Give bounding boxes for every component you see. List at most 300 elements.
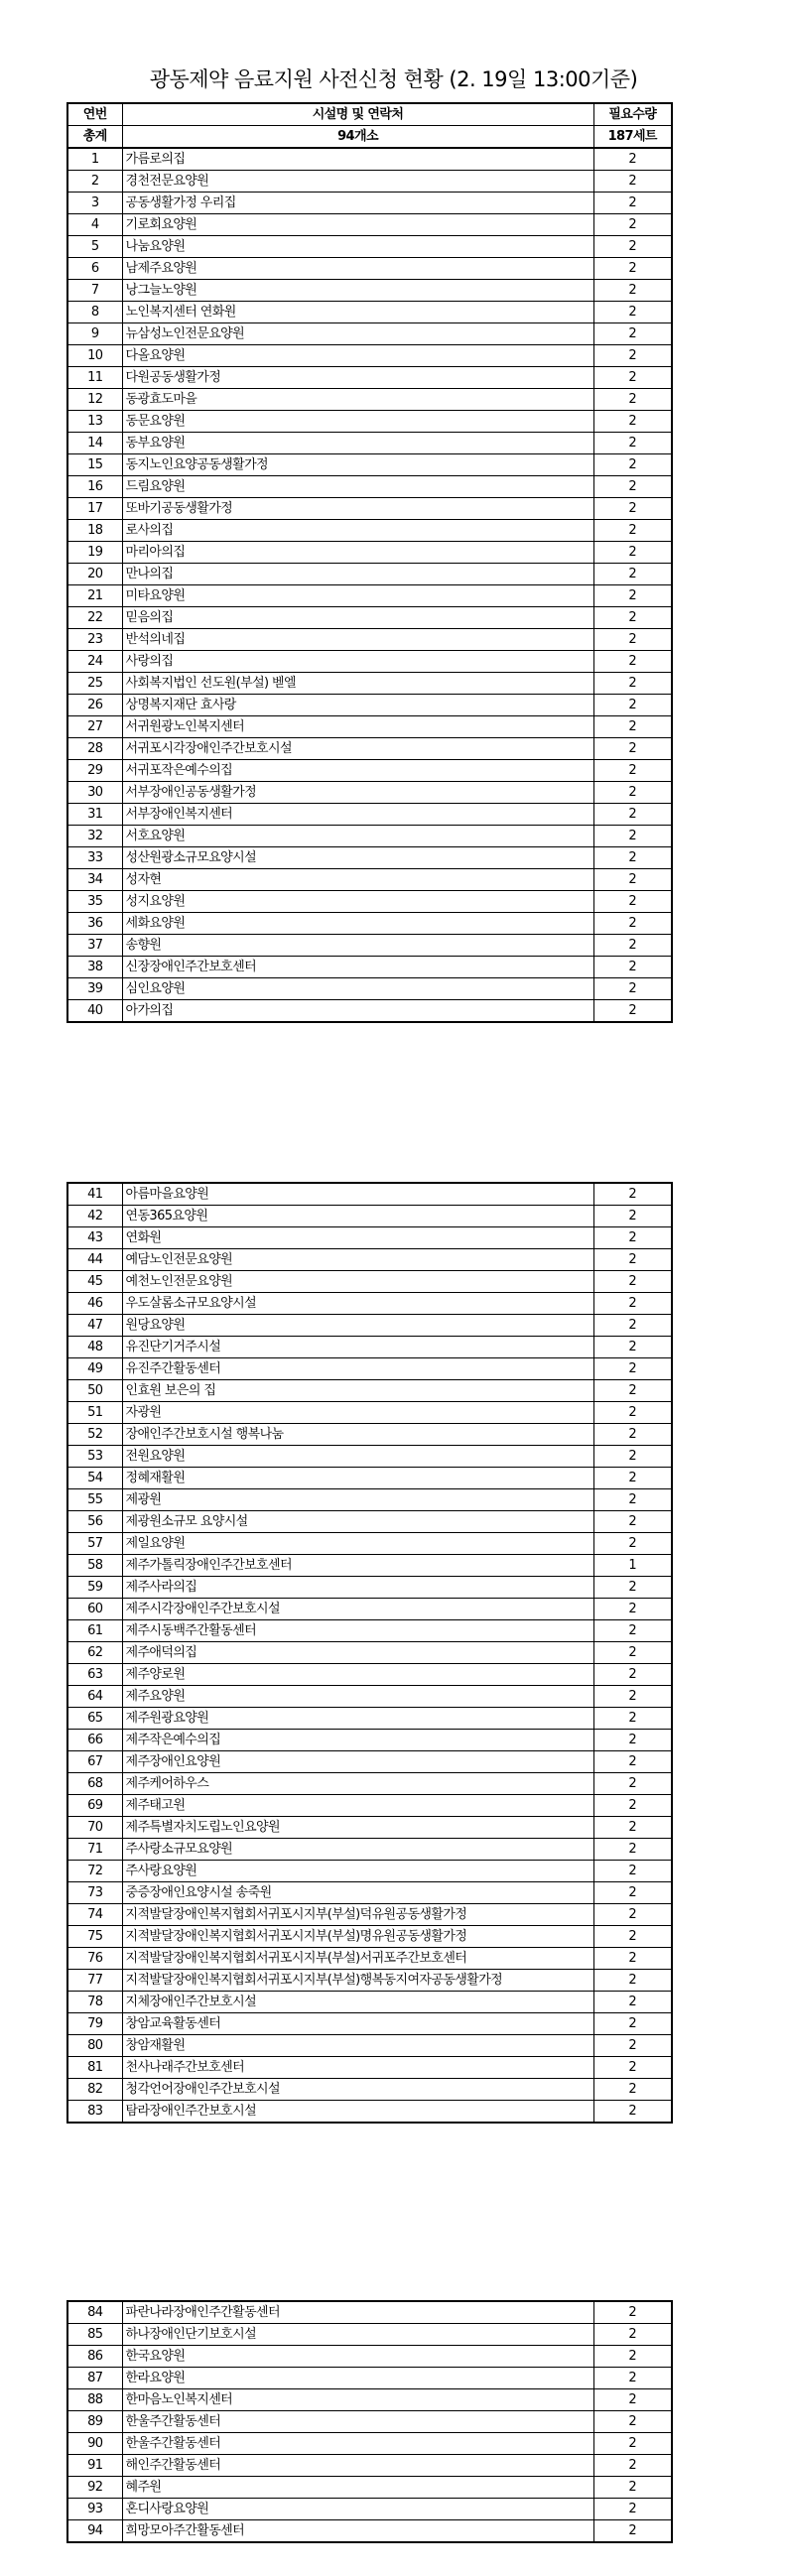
- facility-name: 인효원 보은의 집: [122, 1380, 593, 1402]
- facility-name: 성자현: [122, 869, 593, 891]
- facility-name: 제주특별자치도립노인요양원: [122, 1817, 593, 1839]
- facility-name: 제주시동백주간활동센터: [122, 1620, 593, 1642]
- row-number: 31: [67, 804, 122, 826]
- table-row: [67, 236, 672, 258]
- column-header-facility: 시설명 및 연락처: [122, 103, 593, 126]
- facility-name: 연동365요양원: [122, 1206, 593, 1227]
- row-number: 70: [67, 1817, 122, 1839]
- row-number: 28: [67, 738, 122, 760]
- required-quantity: 2: [593, 585, 672, 607]
- facility-name: 아가의집: [122, 1000, 593, 1023]
- row-number: 67: [67, 1751, 122, 1773]
- table-row: [67, 1337, 672, 1358]
- table-row: [67, 1424, 672, 1446]
- required-quantity: 2: [593, 1948, 672, 1970]
- table-row: [67, 651, 672, 673]
- facility-name: 사랑의집: [122, 651, 593, 673]
- facility-name: 제주케어하우스: [122, 1773, 593, 1795]
- row-number: 62: [67, 1642, 122, 1664]
- facility-name: 미타요양원: [122, 585, 593, 607]
- required-quantity: 2: [593, 542, 672, 564]
- total-row: [67, 126, 672, 149]
- required-quantity: 2: [593, 498, 672, 520]
- facility-name: 창암교육활동센터: [122, 2013, 593, 2035]
- required-quantity: 2: [593, 1446, 672, 1468]
- facility-name: 노인복지센터 연화원: [122, 302, 593, 323]
- table-row: [67, 367, 672, 389]
- table-row: [67, 1642, 672, 1664]
- required-quantity: 2: [593, 1970, 672, 1992]
- table-row: [67, 1751, 672, 1773]
- required-quantity: 2: [593, 804, 672, 826]
- table-row: [67, 760, 672, 782]
- facility-name: 심인요양원: [122, 978, 593, 1000]
- table-row: [67, 2368, 672, 2389]
- row-number: 74: [67, 1904, 122, 1926]
- required-quantity: 2: [593, 1402, 672, 1424]
- required-quantity: 2: [593, 214, 672, 236]
- table-row: [67, 1249, 672, 1271]
- required-quantity: 2: [593, 1533, 672, 1555]
- table-row: [67, 2101, 672, 2124]
- table-row: [67, 1183, 672, 1206]
- required-quantity: 2: [593, 2455, 672, 2477]
- row-number: 33: [67, 847, 122, 869]
- facility-name: 나눔요양원: [122, 236, 593, 258]
- facility-name: 지적발달장애인복지협회서귀포시지부(부설)행복동지여자공동생활가정: [122, 1970, 593, 1992]
- facility-name: 한국요양원: [122, 2346, 593, 2368]
- table-row: [67, 2057, 672, 2079]
- facility-name: 창암재활원: [122, 2035, 593, 2057]
- table-row: [67, 1861, 672, 1882]
- table-row: [67, 2477, 672, 2499]
- required-quantity: 2: [593, 367, 672, 389]
- facility-name: 동문요양원: [122, 411, 593, 433]
- required-quantity: 2: [593, 1227, 672, 1249]
- required-quantity: 2: [593, 193, 672, 214]
- table-row: [67, 2301, 672, 2324]
- facility-name: 주사랑요양원: [122, 1861, 593, 1882]
- required-quantity: 2: [593, 782, 672, 804]
- table-row: [67, 345, 672, 367]
- facility-name: 서귀포시각장애인주간보호시설: [122, 738, 593, 760]
- table-row: [67, 323, 672, 345]
- required-quantity: 2: [593, 1000, 672, 1023]
- required-quantity: 2: [593, 433, 672, 454]
- row-number: 17: [67, 498, 122, 520]
- table-row: [67, 280, 672, 302]
- row-number: 57: [67, 1533, 122, 1555]
- facility-name: 반석의네집: [122, 629, 593, 651]
- required-quantity: 2: [593, 2389, 672, 2411]
- required-quantity: 2: [593, 2368, 672, 2389]
- required-quantity: 2: [593, 1926, 672, 1948]
- facility-name: 사회복지법인 선도원(부설) 벧엘: [122, 673, 593, 695]
- row-number: 29: [67, 760, 122, 782]
- required-quantity: 2: [593, 2433, 672, 2455]
- required-quantity: 2: [593, 1511, 672, 1533]
- required-quantity: 2: [593, 760, 672, 782]
- required-quantity: 2: [593, 1795, 672, 1817]
- facility-name: 남제주요양원: [122, 258, 593, 280]
- table-row: [67, 302, 672, 323]
- row-number: 47: [67, 1315, 122, 1337]
- total-facility-count: 94개소: [122, 126, 593, 149]
- row-number: 12: [67, 389, 122, 411]
- row-number: 72: [67, 1861, 122, 1882]
- table-row: [67, 1904, 672, 1926]
- required-quantity: 2: [593, 1315, 672, 1337]
- required-quantity: 2: [593, 1206, 672, 1227]
- row-number: 71: [67, 1839, 122, 1861]
- required-quantity: 2: [593, 847, 672, 869]
- facility-name: 제주원광요양원: [122, 1708, 593, 1730]
- facility-name: 제주사라의집: [122, 1577, 593, 1599]
- required-quantity: 2: [593, 520, 672, 542]
- row-number: 7: [67, 280, 122, 302]
- required-quantity: 2: [593, 1708, 672, 1730]
- table-row: [67, 2035, 672, 2057]
- row-number: 26: [67, 695, 122, 716]
- row-number: 9: [67, 323, 122, 345]
- table-row: [67, 389, 672, 411]
- facility-name: 가름로의집: [122, 148, 593, 171]
- row-number: 83: [67, 2101, 122, 2124]
- table-row: [67, 1839, 672, 1861]
- facility-name: 한마음노인복지센터: [122, 2389, 593, 2411]
- row-number: 81: [67, 2057, 122, 2079]
- required-quantity: 2: [593, 258, 672, 280]
- facility-name: 제주가톨릭장애인주간보호센터: [122, 1555, 593, 1577]
- table-row: [67, 869, 672, 891]
- facility-name: 청각언어장애인주간보호시설: [122, 2079, 593, 2101]
- table-row: [67, 148, 672, 171]
- table-row: [67, 891, 672, 913]
- row-number: 36: [67, 913, 122, 935]
- table-row: [67, 1271, 672, 1293]
- required-quantity: 2: [593, 1577, 672, 1599]
- facility-name: 서호요양원: [122, 826, 593, 847]
- facility-name: 기로회요양원: [122, 214, 593, 236]
- table-row: [67, 2433, 672, 2455]
- facility-name: 성지요양원: [122, 891, 593, 913]
- required-quantity: 2: [593, 869, 672, 891]
- table-row: [67, 2079, 672, 2101]
- facility-name: 세화요양원: [122, 913, 593, 935]
- facility-name: 제주태고원: [122, 1795, 593, 1817]
- table-row: [67, 695, 672, 716]
- table-row: [67, 1708, 672, 1730]
- required-quantity: 2: [593, 1773, 672, 1795]
- required-quantity: 2: [593, 1380, 672, 1402]
- required-quantity: 2: [593, 1904, 672, 1926]
- facility-name: 제광원소규모 요양시설: [122, 1511, 593, 1533]
- row-number: 68: [67, 1773, 122, 1795]
- column-header-number: 연번: [67, 103, 122, 126]
- required-quantity: 2: [593, 1992, 672, 2013]
- total-label: 총계: [67, 126, 122, 149]
- table-row: [67, 564, 672, 585]
- row-number: 65: [67, 1708, 122, 1730]
- row-number: 75: [67, 1926, 122, 1948]
- facility-name: 제광원: [122, 1489, 593, 1511]
- row-number: 58: [67, 1555, 122, 1577]
- table-row: [67, 607, 672, 629]
- required-quantity: 2: [593, 1620, 672, 1642]
- table-row: [67, 1380, 672, 1402]
- row-number: 15: [67, 454, 122, 476]
- row-number: 8: [67, 302, 122, 323]
- facility-name: 해인주간활동센터: [122, 2455, 593, 2477]
- table-row: [67, 847, 672, 869]
- row-number: 64: [67, 1686, 122, 1708]
- row-number: 27: [67, 716, 122, 738]
- required-quantity: 2: [593, 1271, 672, 1293]
- row-number: 79: [67, 2013, 122, 2035]
- facility-name: 또바기공동생활가정: [122, 498, 593, 520]
- table-row: [67, 782, 672, 804]
- facility-name: 다원공동생활가정: [122, 367, 593, 389]
- table-row: [67, 1446, 672, 1468]
- required-quantity: 2: [593, 651, 672, 673]
- table-row: [67, 629, 672, 651]
- required-quantity: 2: [593, 716, 672, 738]
- facility-name: 경천전문요양원: [122, 171, 593, 193]
- row-number: 10: [67, 345, 122, 367]
- required-quantity: 2: [593, 2477, 672, 2499]
- table-row: [67, 2389, 672, 2411]
- table-row: [67, 476, 672, 498]
- facility-name: 파란나라장애인주간활동센터: [122, 2301, 593, 2324]
- required-quantity: 2: [593, 1599, 672, 1620]
- row-number: 53: [67, 1446, 122, 1468]
- required-quantity: 2: [593, 1642, 672, 1664]
- table-row: [67, 2324, 672, 2346]
- row-number: 22: [67, 607, 122, 629]
- required-quantity: 2: [593, 411, 672, 433]
- row-number: 24: [67, 651, 122, 673]
- row-number: 56: [67, 1511, 122, 1533]
- row-number: 84: [67, 2301, 122, 2324]
- row-number: 87: [67, 2368, 122, 2389]
- required-quantity: 2: [593, 2057, 672, 2079]
- table-row: [67, 2411, 672, 2433]
- facility-table-part-2: [66, 1182, 673, 2124]
- row-number: 16: [67, 476, 122, 498]
- required-quantity: 2: [593, 389, 672, 411]
- required-quantity: 2: [593, 1817, 672, 1839]
- facility-name: 지적발달장애인복지협회서귀포시지부(부설)덕유원공동생활가정: [122, 1904, 593, 1926]
- row-number: 82: [67, 2079, 122, 2101]
- row-number: 34: [67, 869, 122, 891]
- required-quantity: 2: [593, 2301, 672, 2324]
- facility-name: 장애인주간보호시설 행복나눔: [122, 1424, 593, 1446]
- table-row: [67, 1468, 672, 1489]
- facility-name: 믿음의집: [122, 607, 593, 629]
- row-number: 94: [67, 2520, 122, 2543]
- required-quantity: 2: [593, 2013, 672, 2035]
- table-row: [67, 2455, 672, 2477]
- required-quantity: 2: [593, 2324, 672, 2346]
- facility-name: 제주애덕의집: [122, 1642, 593, 1664]
- required-quantity: 2: [593, 1861, 672, 1882]
- row-number: 92: [67, 2477, 122, 2499]
- facility-name: 혼디사랑요양원: [122, 2499, 593, 2520]
- required-quantity: 2: [593, 607, 672, 629]
- table-row: [67, 1599, 672, 1620]
- row-number: 6: [67, 258, 122, 280]
- page-title: 광동제약 음료지원 사전신청 현황 (2. 19일 13:00기준): [149, 67, 638, 91]
- row-number: 44: [67, 1249, 122, 1271]
- required-quantity: 2: [593, 2035, 672, 2057]
- row-number: 51: [67, 1402, 122, 1424]
- table-row: [67, 673, 672, 695]
- required-quantity: 2: [593, 1183, 672, 1206]
- facility-name: 서부장애인공동생활가정: [122, 782, 593, 804]
- facility-name: 예담노인전문요양원: [122, 1249, 593, 1271]
- facility-name: 제주시각장애인주간보호시설: [122, 1599, 593, 1620]
- facility-name: 주사랑소규모요양원: [122, 1839, 593, 1861]
- row-number: 60: [67, 1599, 122, 1620]
- required-quantity: 2: [593, 1686, 672, 1708]
- table-row: [67, 826, 672, 847]
- row-number: 55: [67, 1489, 122, 1511]
- required-quantity: 2: [593, 454, 672, 476]
- required-quantity: 2: [593, 1293, 672, 1315]
- table-row: [67, 716, 672, 738]
- required-quantity: 2: [593, 1730, 672, 1751]
- required-quantity: 2: [593, 302, 672, 323]
- row-number: 45: [67, 1271, 122, 1293]
- required-quantity: 2: [593, 1839, 672, 1861]
- facility-name: 하나장애인단기보호시설: [122, 2324, 593, 2346]
- total-quantity: 187세트: [593, 126, 672, 149]
- row-number: 89: [67, 2411, 122, 2433]
- required-quantity: 2: [593, 1751, 672, 1773]
- row-number: 21: [67, 585, 122, 607]
- table-row: [67, 935, 672, 957]
- row-number: 14: [67, 433, 122, 454]
- facility-name: 우도살롬소규모요양시설: [122, 1293, 593, 1315]
- table-row: [67, 1620, 672, 1642]
- table-row: [67, 1402, 672, 1424]
- row-number: 49: [67, 1358, 122, 1380]
- row-number: 40: [67, 1000, 122, 1023]
- table-row: [67, 1664, 672, 1686]
- row-number: 48: [67, 1337, 122, 1358]
- facility-name: 지적발달장애인복지협회서귀포시지부(부설)서귀포주간보호센터: [122, 1948, 593, 1970]
- facility-name: 동부요양원: [122, 433, 593, 454]
- row-number: 69: [67, 1795, 122, 1817]
- table-row: [67, 1533, 672, 1555]
- facility-name: 성산원광소규모요양시설: [122, 847, 593, 869]
- table-row: [67, 1817, 672, 1839]
- facility-name: 송향원: [122, 935, 593, 957]
- required-quantity: 2: [593, 1424, 672, 1446]
- required-quantity: 2: [593, 1358, 672, 1380]
- facility-name: 자광원: [122, 1402, 593, 1424]
- required-quantity: 2: [593, 1337, 672, 1358]
- facility-name: 제주양로원: [122, 1664, 593, 1686]
- facility-table-part-1: [66, 102, 673, 1023]
- row-number: 43: [67, 1227, 122, 1249]
- facility-name: 만나의집: [122, 564, 593, 585]
- row-number: 66: [67, 1730, 122, 1751]
- facility-name: 제주요양원: [122, 1686, 593, 1708]
- column-header-quantity: 필요수량: [593, 103, 672, 126]
- row-number: 73: [67, 1882, 122, 1904]
- table-row: [67, 585, 672, 607]
- facility-name: 제주장애인요양원: [122, 1751, 593, 1773]
- table-row: [67, 2499, 672, 2520]
- row-number: 61: [67, 1620, 122, 1642]
- facility-name: 서부장애인복지센터: [122, 804, 593, 826]
- table-row: [67, 1358, 672, 1380]
- required-quantity: 2: [593, 913, 672, 935]
- table-row: [67, 2520, 672, 2543]
- required-quantity: 2: [593, 957, 672, 978]
- facility-name: 탐라장애인주간보호시설: [122, 2101, 593, 2124]
- row-number: 63: [67, 1664, 122, 1686]
- required-quantity: 2: [593, 2520, 672, 2543]
- required-quantity: 2: [593, 891, 672, 913]
- row-number: 50: [67, 1380, 122, 1402]
- facility-name: 한울주간활동센터: [122, 2411, 593, 2433]
- required-quantity: 2: [593, 826, 672, 847]
- row-number: 52: [67, 1424, 122, 1446]
- table-row: [67, 1511, 672, 1533]
- row-number: 46: [67, 1293, 122, 1315]
- row-number: 4: [67, 214, 122, 236]
- table-row: [67, 214, 672, 236]
- facility-name: 서귀원광노인복지센터: [122, 716, 593, 738]
- table-row: [67, 454, 672, 476]
- row-number: 13: [67, 411, 122, 433]
- row-number: 3: [67, 193, 122, 214]
- table-row: [67, 1773, 672, 1795]
- required-quantity: 2: [593, 1468, 672, 1489]
- facility-name: 마리아의집: [122, 542, 593, 564]
- row-number: 80: [67, 2035, 122, 2057]
- table-row: [67, 804, 672, 826]
- facility-name: 유진단기거주시설: [122, 1337, 593, 1358]
- row-number: 30: [67, 782, 122, 804]
- table-row: [67, 1970, 672, 1992]
- facility-name: 혜주원: [122, 2477, 593, 2499]
- facility-name: 공동생활가정 우리집: [122, 193, 593, 214]
- required-quantity: 2: [593, 2101, 672, 2124]
- table-row: [67, 171, 672, 193]
- facility-name: 천사나래주간보호센터: [122, 2057, 593, 2079]
- row-number: 38: [67, 957, 122, 978]
- table-row: [67, 1489, 672, 1511]
- row-number: 85: [67, 2324, 122, 2346]
- required-quantity: 2: [593, 323, 672, 345]
- table-row: [67, 738, 672, 760]
- required-quantity: 2: [593, 1882, 672, 1904]
- required-quantity: 2: [593, 1489, 672, 1511]
- table-row: [67, 1730, 672, 1751]
- row-number: 25: [67, 673, 122, 695]
- required-quantity: 2: [593, 2499, 672, 2520]
- row-number: 77: [67, 1970, 122, 1992]
- required-quantity: 1: [593, 1555, 672, 1577]
- required-quantity: 2: [593, 629, 672, 651]
- table-row: [67, 411, 672, 433]
- row-number: 35: [67, 891, 122, 913]
- table-row: [67, 2346, 672, 2368]
- row-number: 90: [67, 2433, 122, 2455]
